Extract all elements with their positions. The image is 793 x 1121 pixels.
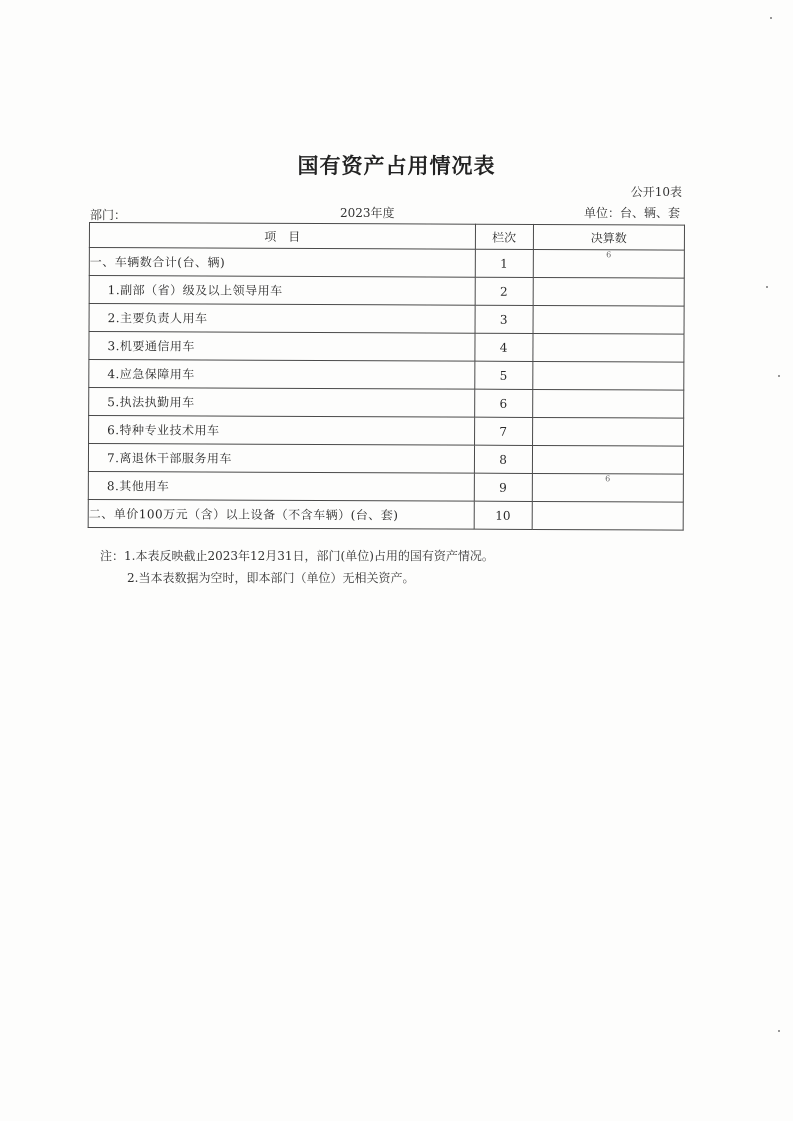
row-item: 5.执法执勤用车 — [89, 388, 475, 418]
row-value — [533, 305, 684, 334]
row-line: 5 — [474, 361, 532, 389]
scan-speck — [778, 1030, 780, 1032]
header-line: 栏次 — [475, 224, 533, 249]
row-line: 4 — [475, 333, 533, 361]
asset-table — [88, 222, 685, 531]
page-title: 国有资产占用情况表 — [297, 154, 496, 178]
row-value — [532, 445, 683, 474]
table-row — [89, 304, 684, 335]
row-item: 1.副部（省）级及以上领导用车 — [89, 276, 475, 306]
row-line: 6 — [474, 389, 532, 417]
table-row — [88, 444, 683, 475]
meta-row — [90, 204, 680, 222]
scan-speck — [778, 375, 780, 377]
row-item: 4.应急保障用车 — [89, 360, 475, 390]
row-line: 8 — [474, 445, 532, 473]
year-label: 2023年度 — [340, 206, 395, 220]
table-row — [88, 471, 683, 502]
row-value — [532, 389, 683, 418]
row-item: 3.机要通信用车 — [89, 332, 475, 362]
form-number: 公开10表 — [630, 185, 682, 199]
table-row — [89, 416, 684, 447]
header-value: 决算数 — [533, 224, 684, 250]
table-row — [89, 388, 684, 419]
note-line-1: 注：1.本表反映截止2023年12月31日，部门(单位)占用的国有资产情况。 — [100, 549, 494, 563]
table-row — [89, 332, 684, 363]
row-item: 二、单价100万元（含）以上设备（不含车辆）(台、套) — [88, 499, 474, 529]
notes — [100, 545, 494, 589]
row-value — [533, 277, 684, 306]
row-line: 10 — [474, 501, 532, 529]
row-line: 3 — [475, 305, 533, 333]
unit-label: 单位：台、辆、套 — [583, 206, 680, 220]
table-header-row — [89, 223, 684, 251]
row-item: 2.主要负责人用车 — [89, 304, 475, 334]
table-row — [89, 360, 684, 391]
header-item: 项 目 — [89, 223, 475, 250]
row-line: 7 — [474, 417, 532, 445]
row-value — [532, 417, 683, 446]
row-item: 8.其他用车 — [88, 471, 474, 501]
row-value — [532, 501, 683, 530]
row-item: 7.离退休干部服务用车 — [88, 444, 474, 474]
row-item: 6.特种专业技术用车 — [89, 416, 475, 446]
row-value: 6 — [533, 249, 684, 278]
row-line: 9 — [474, 473, 532, 501]
scan-speck — [770, 17, 772, 19]
scan-speck — [766, 286, 768, 288]
row-item: 一、车辆数合计(台、辆) — [89, 248, 475, 278]
row-value — [533, 333, 684, 362]
row-line: 1 — [475, 249, 533, 277]
row-line: 2 — [475, 277, 533, 305]
table-row — [89, 276, 684, 307]
row-value: 6 — [532, 473, 683, 502]
table-row — [88, 499, 683, 530]
note-line-2: 2.当本表数据为空时，即本部门（单位）无相关资产。 — [127, 571, 415, 585]
row-value — [533, 361, 684, 390]
department-label: 部门： — [90, 208, 127, 222]
table-row — [89, 248, 684, 279]
